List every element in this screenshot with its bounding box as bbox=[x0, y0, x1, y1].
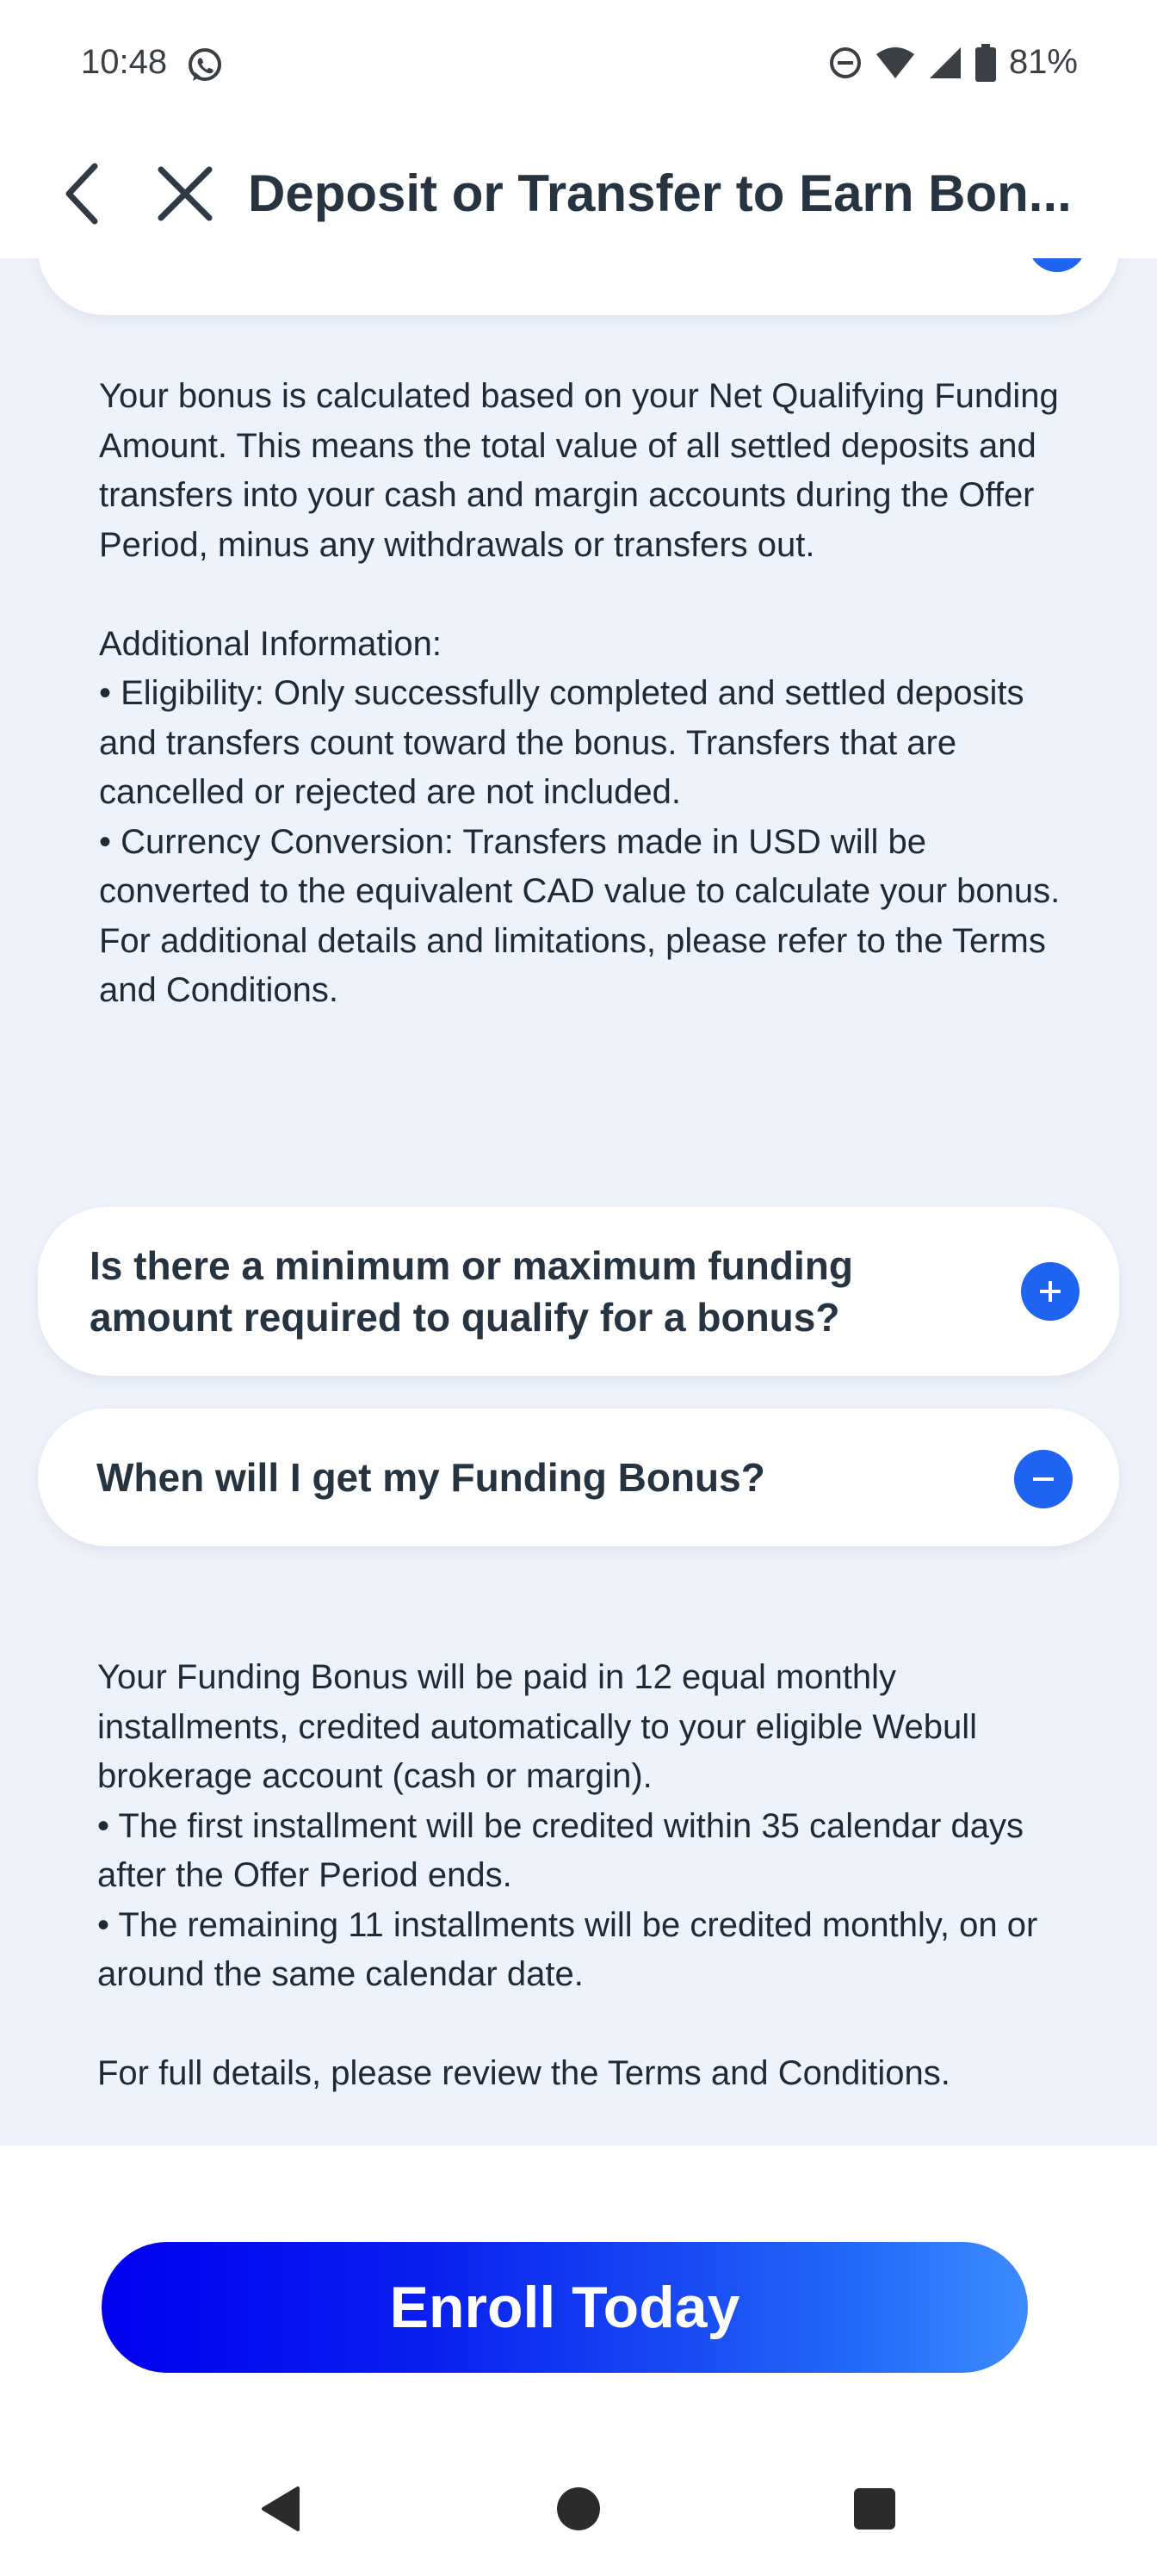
wifi-icon bbox=[875, 46, 916, 80]
faq-question-bonus-timing: When will I get my Funding Bonus? bbox=[96, 1455, 765, 1500]
status-bar bbox=[0, 0, 1157, 129]
do-not-disturb-icon bbox=[828, 46, 863, 80]
faq-question-funding-amount: Is there a minimum or maximum funding amount required to qualify for a bonus? bbox=[90, 1243, 853, 1340]
collapse-button[interactable] bbox=[1014, 1450, 1073, 1508]
status-time: 10:48 bbox=[81, 43, 168, 81]
whatsapp-icon bbox=[186, 46, 224, 84]
back-button[interactable] bbox=[43, 155, 121, 232]
system-nav-bar bbox=[0, 2430, 1157, 2576]
faq-content[interactable] bbox=[0, 258, 1157, 2146]
nav-recents-icon[interactable] bbox=[849, 2483, 900, 2535]
close-button[interactable] bbox=[146, 155, 224, 232]
app-header bbox=[0, 129, 1157, 258]
minus-icon bbox=[1026, 1462, 1061, 1496]
signal-icon bbox=[928, 46, 962, 80]
faq-answer-bonus-timing: Your Funding Bonus will be paid in 12 equal monthly installments, credited automatically to your eligible Webull brokerage account (cash or margin). • The first installment will be credited within 35 calendar days after the Offer Period ends. • The remaining 11 installments will be credited monthly, on or around the same calendar date. For full details, please review the Terms and Conditions. bbox=[97, 1658, 1038, 2092]
page-title: Deposit or Transfer to Earn Bon... bbox=[248, 164, 1072, 222]
expand-button[interactable] bbox=[1021, 1262, 1080, 1321]
faq-answer-bonus-calculation: Your bonus is calculated based on your Net Qualifying Funding Amount. This means the total value of all settled deposits and transfers into your cash and margin accounts during the Offer Period, minus any withdrawals or transfers out. Additional Information: • Eligibility: Only successfully completed and settled deposits and transfers count toward the bonus. Transfers that are cancelled or rejected are not included. • Currency Conversion: Transfers made in USD will be converted to the equivalent CAD value to calculate your bonus. For additional details and limitations, please refer to the Terms and Conditions. bbox=[99, 377, 1061, 1009]
plus-icon bbox=[1033, 1274, 1067, 1309]
status-icons bbox=[828, 43, 1078, 82]
cta-area bbox=[0, 2146, 1157, 2430]
faq-card-bonus-timing[interactable] bbox=[38, 1409, 1119, 1546]
nav-home-icon[interactable] bbox=[553, 2483, 604, 2535]
enroll-today-button[interactable]: Enroll Today bbox=[102, 2242, 1028, 2373]
battery-icon bbox=[974, 44, 997, 82]
nav-back-icon[interactable] bbox=[257, 2483, 308, 2535]
battery-percentage: 81% bbox=[1008, 43, 1078, 81]
faq-card-funding-amount[interactable] bbox=[38, 1207, 1119, 1376]
close-icon bbox=[156, 164, 214, 223]
chevron-left-icon bbox=[60, 163, 103, 225]
